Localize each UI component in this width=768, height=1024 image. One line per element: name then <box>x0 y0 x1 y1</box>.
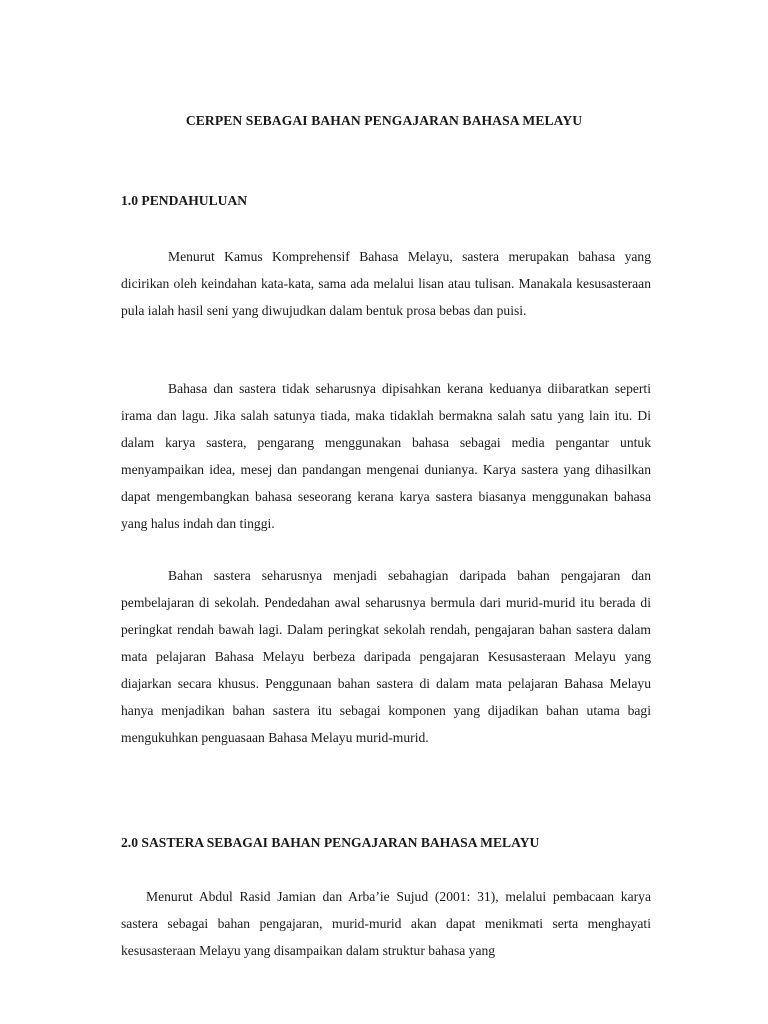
paragraph-4: Menurut Abdul Rasid Jamian dan Arba’ie Sujud (2001: 31), melalui pembacaan karya sastera sebagai bahan pengajaran, murid-murid akan dapat menikmati serta menghayati kesusasteraan Melayu yang disampaikan dalam struktur bahasa yang <box>121 889 651 958</box>
paragraph-2: Bahasa dan sastera tidak seharusnya dipisahkan kerana keduanya diibaratkan seperti irama dan lagu. Jika salah satunya tiada, maka tidaklah bermakna salah satu yang lain itu. Di dalam karya sastera, pengarang menggunakan bahasa sebagai media pengantar untuk menyampaikan idea, mesej dan pandangan mengenai dunianya. Karya sastera yang dihasilkan dapat mengembangkan bahasa seseorang kerana karya sastera biasanya menggunakan bahasa yang halus indah dan tinggi. <box>121 381 651 531</box>
section-heading-sastera: 2.0 SASTERA SEBAGAI BAHAN PENGAJARAN BAHASA MELAYU <box>121 835 540 850</box>
section-heading-pendahuluan: 1.0 PENDAHULUAN <box>121 193 248 208</box>
paragraph-1: Menurut Kamus Komprehensif Bahasa Melayu, sastera merupakan bahasa yang dicirikan oleh keindahan kata-kata, sama ada melalui lisan atau tulisan. Manakala kesusasteraan pula ialah hasil seni yang diwujudkan dalam bentuk prosa bebas dan puisi. <box>121 249 651 318</box>
paragraph-3: Bahan sastera seharusnya menjadi sebahagian daripada bahan pengajaran dan pembelajaran di sekolah. Pendedahan awal seharusnya bermula dari murid-murid itu berada di peringkat rendah bawah lagi. Dalam peringkat sekolah rendah, pengajaran bahan sastera dalam mata pelajaran Bahasa Melayu berbeza daripada pengajaran Kesusasteraan Melayu yang diajarkan secara khusus. Penggunaan bahan sastera di dalam mata pelajaran Bahasa Melayu hanya menjadikan bahan sastera itu sebagai komponen yang dijadikan bahan utama bagi mengukuhkan penguasaan Bahasa Melayu murid-murid. <box>121 568 651 745</box>
document-title: CERPEN SEBAGAI BAHAN PENGAJARAN BAHASA MELAYU <box>185 113 583 128</box>
